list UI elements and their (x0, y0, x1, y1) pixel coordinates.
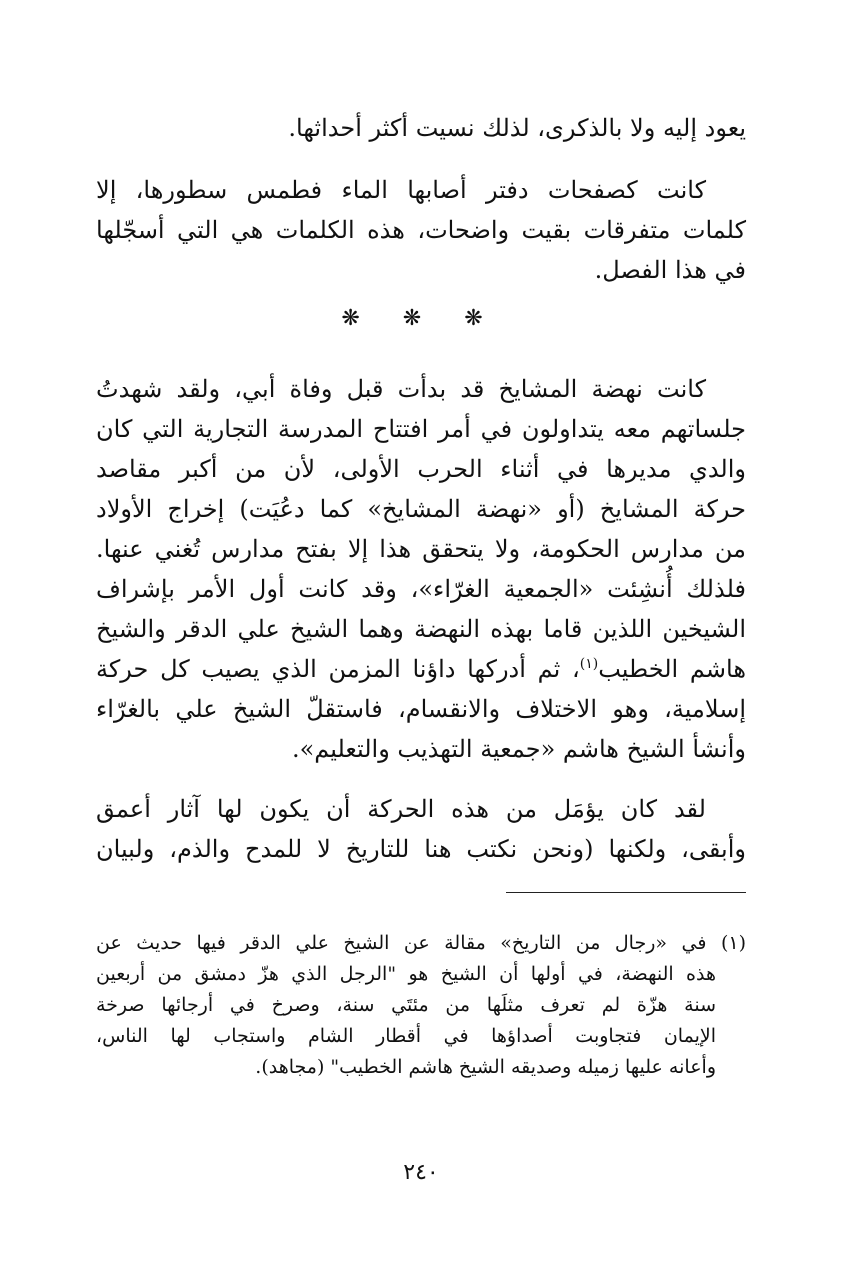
paragraph-line: كانت كصفحات دفتر أصابها الماء فطمس سطورها، إلا (96, 176, 706, 204)
paragraph-line: الشيخين اللذين قاما بهذه النهضة وهما الشيخ علي الدقر والشيخ (96, 615, 746, 643)
footnote-line: (١) في «رجال من التاريخ» مقالة عن الشيخ علي الدقر فيها حديث عن (96, 932, 746, 954)
footnote-line: وأعانه عليها زميله وصديقه الشيخ هاشم الخطيب" (مجاهد). (255, 1056, 716, 1078)
paragraph-line: في هذا الفصل. (594, 256, 746, 284)
footnote-line: سنة هزّة لم تعرف مثلَها من مئتَي سنة، وصرخ في أرجائها صرخة (96, 994, 716, 1016)
book-page (96, 0, 746, 1270)
paragraph-line: حركة المشايخ (أو «نهضة المشايخ» كما دعُيَت) إخراج الأولاد (96, 495, 746, 523)
paragraph-line: وأبقى، ولكنها (ونحن نكتب هنا للتاريخ لا للمدح والذم، ولبيان (96, 835, 746, 863)
paragraph-line: والدي مديرها في أثناء الحرب الأولى، لأن من أكبر مقاصد (96, 455, 746, 483)
footnote-marker[interactable]: (١) (579, 656, 599, 672)
paragraph-line-with-note (96, 649, 746, 689)
paragraph-line: يعود إليه ولا بالذكرى، لذلك نسيت أكثر أحداثها. (288, 114, 746, 142)
paragraph-line: من مدارس الحكومة، ولا يتحقق هذا إلا بفتح مدارس تُغني عنها. (96, 535, 746, 563)
paragraph-line: كلمات متفرقات بقيت واضحات، هذه الكلمات هي التي أسجّلها (96, 216, 746, 244)
paragraph-line: لقد كان يؤمَل من هذه الحركة أن يكون لها آثار أعمق (96, 795, 706, 823)
paragraph-line: فلذلك أُنشِئت «الجمعية الغرّاء»، وقد كانت أول الأمر بإشراف (96, 575, 746, 603)
footnote-divider (506, 892, 746, 893)
paragraph-line: كانت نهضة المشايخ قد بدأت قبل وفاة أبي، ولقد شهدتُ (96, 375, 706, 403)
note-line-rest: ، ثم أدركها داؤنا المزمن الذي يصيب كل حركة (96, 655, 580, 683)
paragraph-line: إسلامية، وهو الاختلاف والانقسام، فاستقلّ الشيخ علي بالغرّاء (96, 695, 746, 723)
paragraph-line: جلساتهم معه يتداولون في أمر افتتاح المدرسة التجارية التي كان (96, 415, 746, 443)
footnote-line: الإيمان فتجاوبت أصداؤها في أقطار الشام واستجاب لها الناس، (96, 1025, 716, 1047)
footnote-line: هذه النهضة، في أولها أن الشيخ هو "الرجل الذي هزّ دمشق من أربعين (96, 963, 716, 985)
page-number: ٢٤٠ (403, 1160, 439, 1185)
note-anchor-text: هاشم الخطيب (598, 655, 746, 683)
section-separator: ❋ ❋ ❋ (341, 306, 501, 331)
paragraph-line: وأنشأ الشيخ هاشم «جمعية التهذيب والتعليم». (291, 735, 746, 763)
